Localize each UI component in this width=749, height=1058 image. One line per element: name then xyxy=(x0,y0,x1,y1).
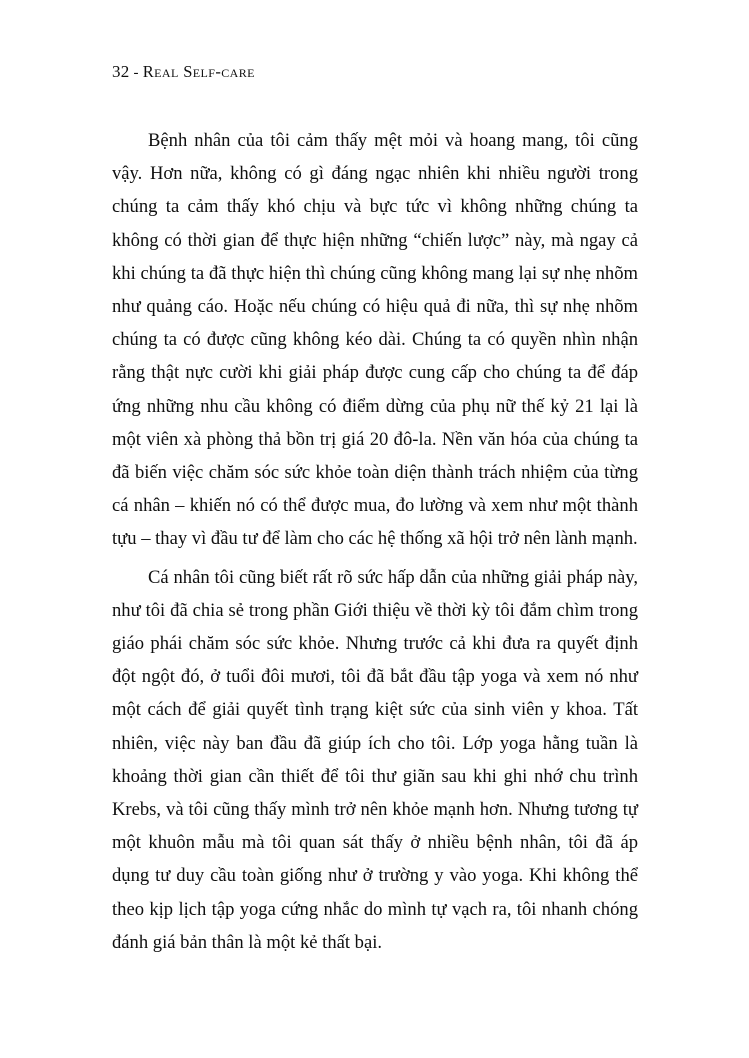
paragraph: Bệnh nhân của tôi cảm thấy mệt mỏi và hoang mang, tôi cũng vậy. Hơn nữa, không có gì đáng ngạc nhiên khi nhiều người trong chúng ta cảm thấy khó chịu và bực tức vì không những chúng ta không có thời gian để thực hiện những “chiến lược” này, mà ngay cả khi chúng ta đã thực hiện thì chúng cũng không mang lại sự nhẹ nhõm như quảng cáo. Hoặc nếu chúng có hiệu quả đi nữa, thì sự nhẹ nhõm chúng ta có được cũng không kéo dài. Chúng ta có quyền nhìn nhận rằng thật nực cười khi giải pháp được cung cấp cho chúng ta để đáp ứng những nhu cầu không có điểm dừng của phụ nữ thế kỷ 21 lại là một viên xà phòng thả bồn trị giá 20 đô-la. Nền văn hóa của chúng ta đã biến việc chăm sóc sức khỏe toàn diện thành trách nhiệm của từng cá nhân – khiến nó có thể được mua, đo lường và xem như một thành tựu – thay vì đầu tư để làm cho các hệ thống xã hội trở nên lành mạnh. xyxy=(112,130,638,550)
body-text xyxy=(112,124,638,959)
running-head-book-title: Real Self-care xyxy=(142,62,255,81)
paragraph: Cá nhân tôi cũng biết rất rõ sức hấp dẫn của những giải pháp này, như tôi đã chia sẻ trong phần Giới thiệu về thời kỳ tôi đắm chìm trong giáo phái chăm sóc sức khỏe. Nhưng trước cả khi đưa ra quyết định đột ngột đó, ở tuổi đôi mươi, tôi đã bắt đầu tập yoga và xem nó như một cách để giải quyết tình trạng kiệt sức của sinh viên y khoa. Tất nhiên, việc này ban đầu đã giúp ích cho tôi. Lớp yoga hằng tuần là khoảng thời gian cần thiết để tôi thư giãn sau khi ghi nhớ chu trình Krebs, và tôi cũng thấy mình trở nên khỏe mạnh hơn. Nhưng tương tự một khuôn mẫu mà tôi quan sát thấy ở nhiều bệnh nhân, tôi đã áp dụng tư duy cầu toàn giống như ở trường y vào yoga. Khi không thể theo kịp lịch tập yoga cứng nhắc do mình tự vạch ra, tôi nhanh chóng đánh giá bản thân là một kẻ thất bại. xyxy=(112,566,638,953)
running-head xyxy=(112,62,255,82)
running-head-separator: - xyxy=(133,65,139,81)
page-number: 32 xyxy=(112,62,130,81)
